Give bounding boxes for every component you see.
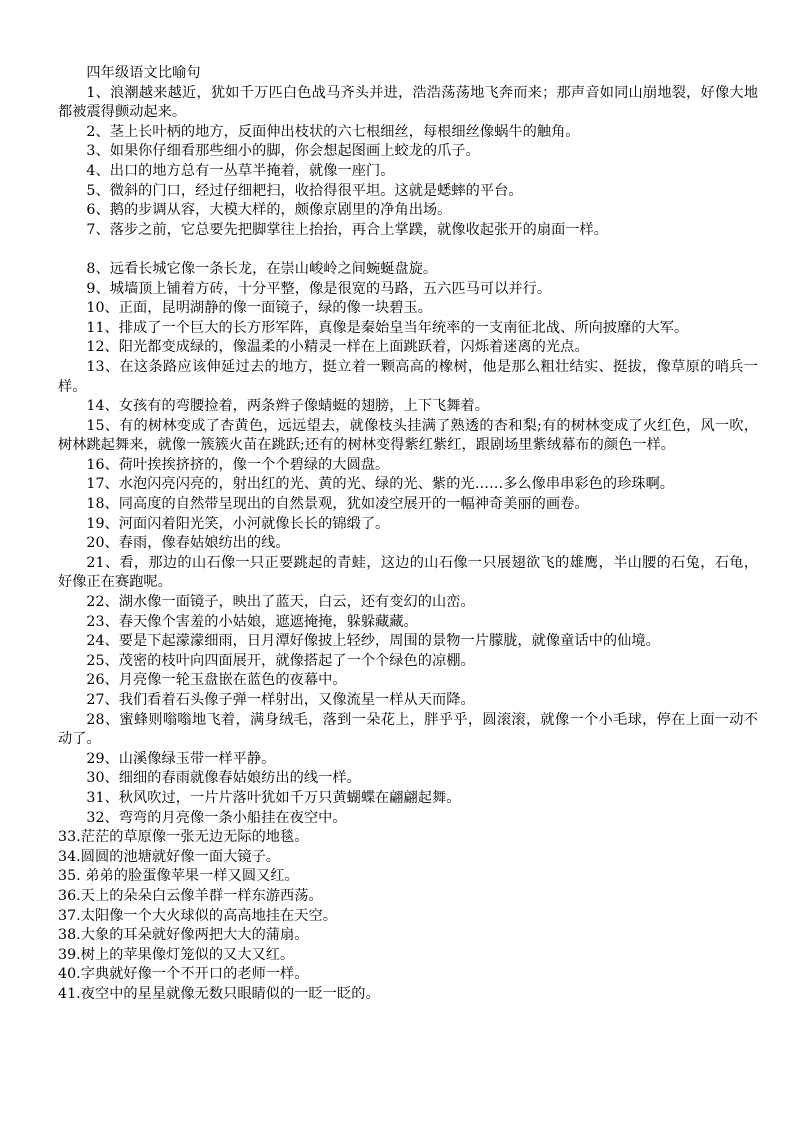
sentence-line: 19、河面闪着阳光笑，小河就像长长的锦缎了。 [86,515,390,532]
sentence-line: 11、排成了一个巨大的长方形军阵，真像是秦始皇当年统率的一支南征北战、所向披靡的大军。 [86,319,689,336]
sentence-line: 17、水泡闪亮闪亮的，射出红的光、黄的光、绿的光、紫的光……多么像串串彩色的珍珠啊。 [86,476,675,493]
sentence-line: 32、弯弯的月亮像一条小船挂在夜空中。 [86,809,347,826]
sentence-line: 27、我们看着石头像子弹一样射出，又像流星一样从天而降。 [86,692,475,708]
sentence-line: 41.夜空中的星星就像无数只眼睛似的一眨一眨的。 [58,985,380,1002]
sentence-line: 25、茂密的枝叶向四面展开，就像搭起了一个个绿色的凉棚。 [86,652,475,669]
sentence-list [58,84,758,1005]
sentence-line: 26、月亮像一轮玉盘嵌在蓝色的夜幕中。 [86,672,347,689]
sentence-line: 24、要是下起濛濛细雨，日月潭好像披上轻纱，周围的景物一片朦胧，就像童话中的仙境。 [86,633,660,650]
sentence-line: 5、微斜的门口，经过仔细耙扫，收拾得很平坦。这就是蟋蟀的平台。 [86,182,523,199]
sentence-line: 33.茫茫的草原像一张无边无际的地毯。 [58,829,309,846]
sentence-line: 22、湖水像一面镜子，映出了蓝天，白云，还有变幻的山峦。 [86,594,475,611]
sentence-line: 10、正面，昆明湖静的像一面镜子，绿的像一块碧玉。 [86,300,433,317]
sentence-line: 2、茎上长叶柄的地方，反面伸出枝状的六七根细丝，每根细丝像蜗牛的触角。 [86,123,580,140]
document-body [58,64,758,1005]
sentence-line: 12、阳光都变成绿的，像温柔的小精灵一样在上面跳跃着，闪烁着迷离的光点。 [86,339,589,356]
sentence-line: 8、远看长城它像一条长龙，在崇山峻岭之间蜿蜒盘旋。 [86,260,438,277]
sentence-line: 37.太阳像一个大火球似的高高地挂在天空。 [58,907,337,924]
sentence-line: 30、细细的春雨就像春姑娘纺出的线一样。 [86,770,361,787]
sentence-line: 39.树上的苹果像灯笼似的又大又红。 [58,946,295,963]
sentence-line: 14、女孩有的弯腰捡着，两条辫子像蜻蜓的翅膀，上下飞舞着。 [86,398,489,415]
sentence-line: 36.天上的朵朵白云像羊群一样东游西荡。 [58,887,323,904]
sentence-line: 35. 弟弟的脸蛋像苹果一样又圆又红。 [58,868,299,885]
sentence-line: 29、山溪像绿玉带一样平静。 [86,750,276,767]
sentence-line: 38.大象的耳朵就好像两把大大的蒲扇。 [58,927,309,944]
sentence-line: 1、浪潮越来越近，犹如千万匹白色战马齐头并进，浩浩荡荡地飞奔而来；那声音如同山崩地裂，好像大地都被震得颤动起来。 [58,84,758,121]
sentence-line: 18、同高度的自然带呈现出的自然景观，犹如凌空展开的一幅神奇美丽的画卷。 [86,496,589,513]
sentence-line: 15、有的树林变成了杏黄色，远远望去，就像枝头挂满了熟透的杏和梨;有的树林变成了火红色，风一吹，树林跳起舞来，就像一簇簇火苗在跳跃;还有的树林变得紫红紫红，跟剧场里紫绒幕布的颜色一样。 [58,417,758,454]
sentence-line: 40.字典就好像一个不开口的老师一样。 [58,966,309,983]
sentence-line: 31、秋风吹过，一片片落叶犹如千万只黄蝴蝶在翩翩起舞。 [86,789,461,806]
paragraph-spacer [58,240,758,260]
sentence-line: 3、如果你仔细看那些细小的脚，你会想起图画上蛟龙的爪子。 [86,143,480,160]
sentence-line: 28、蜜蜂则嗡嗡地飞着，满身绒毛，落到一朵花上，胖乎乎，圆滚滚，就像一个小毛球，停在上面一动不动了。 [58,711,758,748]
sentence-line: 20、春雨，像春姑娘纺出的线。 [86,535,290,552]
sentence-line: 9、城墙顶上铺着方砖，十分平整，像是很宽的马路，五六匹马可以并行。 [86,280,552,297]
sentence-line: 4、出口的地方总有一丛草半掩着，就像一座门。 [86,162,395,179]
sentence-line: 7、落步之前，它总要先把脚掌往上抬抬，再合上掌蹼，就像收起张开的扇面一样。 [86,221,609,238]
sentence-line: 21、看，那边的山石像一只正要跳起的青蛙，这边的山石像一只展翅欲飞的雄鹰，半山腰的石兔，石龟，好像正在赛跑呢。 [58,554,758,591]
sentence-line: 23、春天像个害羞的小姑娘，遮遮掩掩，躲躲藏藏。 [86,613,418,630]
sentence-line: 13、在这条路应该伸延过去的地方，挺立着一颗高高的橡树，他是那么粗壮结实、挺拔，像草原的哨兵一样。 [58,358,758,395]
document-title: 四年级语文比喻句 [86,65,201,81]
sentence-line: 34.圆圆的池塘就好像一面大镜子。 [58,848,281,865]
sentence-line: 6、鹅的步调从容，大模大样的，颇像京剧里的净角出场。 [86,202,452,219]
sentence-line: 16、荷叶挨挨挤挤的，像一个个碧绿的大圆盘。 [86,456,390,473]
